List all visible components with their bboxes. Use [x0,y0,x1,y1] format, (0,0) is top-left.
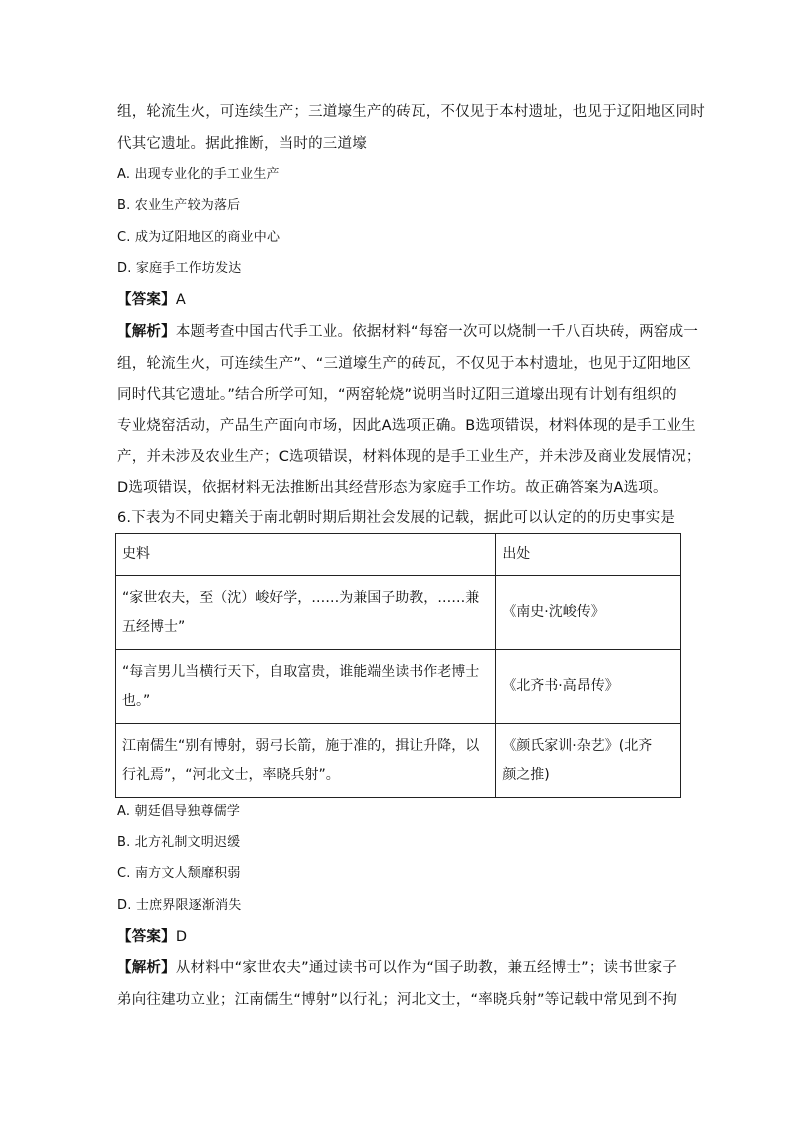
option-d: D. 家庭手工作坊发达 [117,261,242,276]
analysis-text: 本题考查中国古代手工业。依据材料“每窑一次可以烧制一千八百块砖，两窑成一 [175,324,699,340]
analysis-line [117,322,698,342]
analysis-line: D选项错误，依据材料无法推断出其经营形态为家庭手工作坊。故正确答案为A选项。 [117,480,668,496]
option-c: C. 南方文人颓靡积弱 [117,866,241,881]
answer-value: D [175,929,188,945]
table-cell [116,576,496,650]
analysis-line [117,958,677,978]
table-cell [116,650,496,724]
cell-line: 行礼焉”，“河北文士，率晓兵射”。 [122,766,340,783]
question-stem: 6.下表为不同史籍关于南北朝时期后期社会发展的记载，据此可以认定的的历史事实是 [117,510,676,526]
analysis-line: 弟向往建功立业；江南儒生“博射”以行礼；河北文士，“率晓兵射”等记载中常见到不拘 [117,992,678,1008]
answer-label: 【答案】 [117,292,176,308]
answer-label: 【答案】 [117,929,176,945]
analysis-text: 从材料中“家世农夫”通过读书可以作为“国子助教，兼五经博士”；读书世家子 [175,960,678,976]
table-row [116,576,681,650]
cell-line: 颜之推) [502,766,550,783]
answer-line [117,290,186,310]
passage-line: 组，轮流生火，可连续生产；三道壕生产的砖瓦，不仅见于本村遗址，也见于辽阳地区同时 [117,104,705,120]
option-a: A. 出现专业化的手工业生产 [117,167,280,182]
option-d: D. 士庶界限逐渐消失 [117,898,242,913]
answer-value: A [175,292,186,308]
analysis-label: 【解析】 [117,324,176,340]
cell-line: “家世农夫，至（沈）峻好学，……为兼国子助教，……兼 [122,589,480,606]
table-header-cell: 出处 [496,534,681,576]
cell-line: 《颜氏家训·杂艺》(北齐 [502,737,653,754]
table-cell [496,650,681,724]
table-cell [496,724,681,798]
cell-line: 江南儒生“别有博射，弱弓长箭，施于准的，揖让升降，以 [122,737,480,754]
cell-line: 《北齐书·高昂传》 [502,678,619,694]
option-c: C. 成为辽阳地区的商业中心 [117,230,281,245]
source-table [115,533,681,798]
option-b: B. 农业生产较为落后 [117,198,241,213]
answer-line [117,927,187,947]
table-header-row [116,534,681,576]
cell-line: 《南史·沈峻传》 [502,604,605,620]
cell-line: 五经博士” [122,618,186,635]
table-header-cell: 史料 [116,534,496,576]
analysis-line: 专业烧窑活动，产品生产面向市场，因此A选项正确。B选项错误，材料体现的是手工业生 [117,418,696,434]
table-cell [116,724,496,798]
passage-line: 代其它遗址。据此推断，当时的三道壕 [117,136,367,152]
cell-line: 也。” [122,692,151,709]
analysis-line: 组，轮流生火，可连续生产”、“三道壕生产的砖瓦，不仅见于本村遗址，也见于辽阳地区 [117,356,692,372]
option-a: A. 朝廷倡导独尊儒学 [117,804,241,819]
cell-line: “每言男儿当横行天下，自取富贵，谁能端坐读书作老博士 [122,663,480,680]
table-cell [496,576,681,650]
table-row [116,650,681,724]
option-b: B. 北方礼制文明迟缓 [117,835,241,850]
analysis-line: 产，并未涉及农业生产；C选项错误，材料体现的是手工业生产，并未涉及商业发展情况； [117,449,701,465]
analysis-line: 同时代其它遗址。”结合所学可知，“两窑轮烧”说明当时辽阳三道壕出现有计划有组织的 [117,387,677,403]
table-row [116,724,681,798]
analysis-label: 【解析】 [117,960,176,976]
